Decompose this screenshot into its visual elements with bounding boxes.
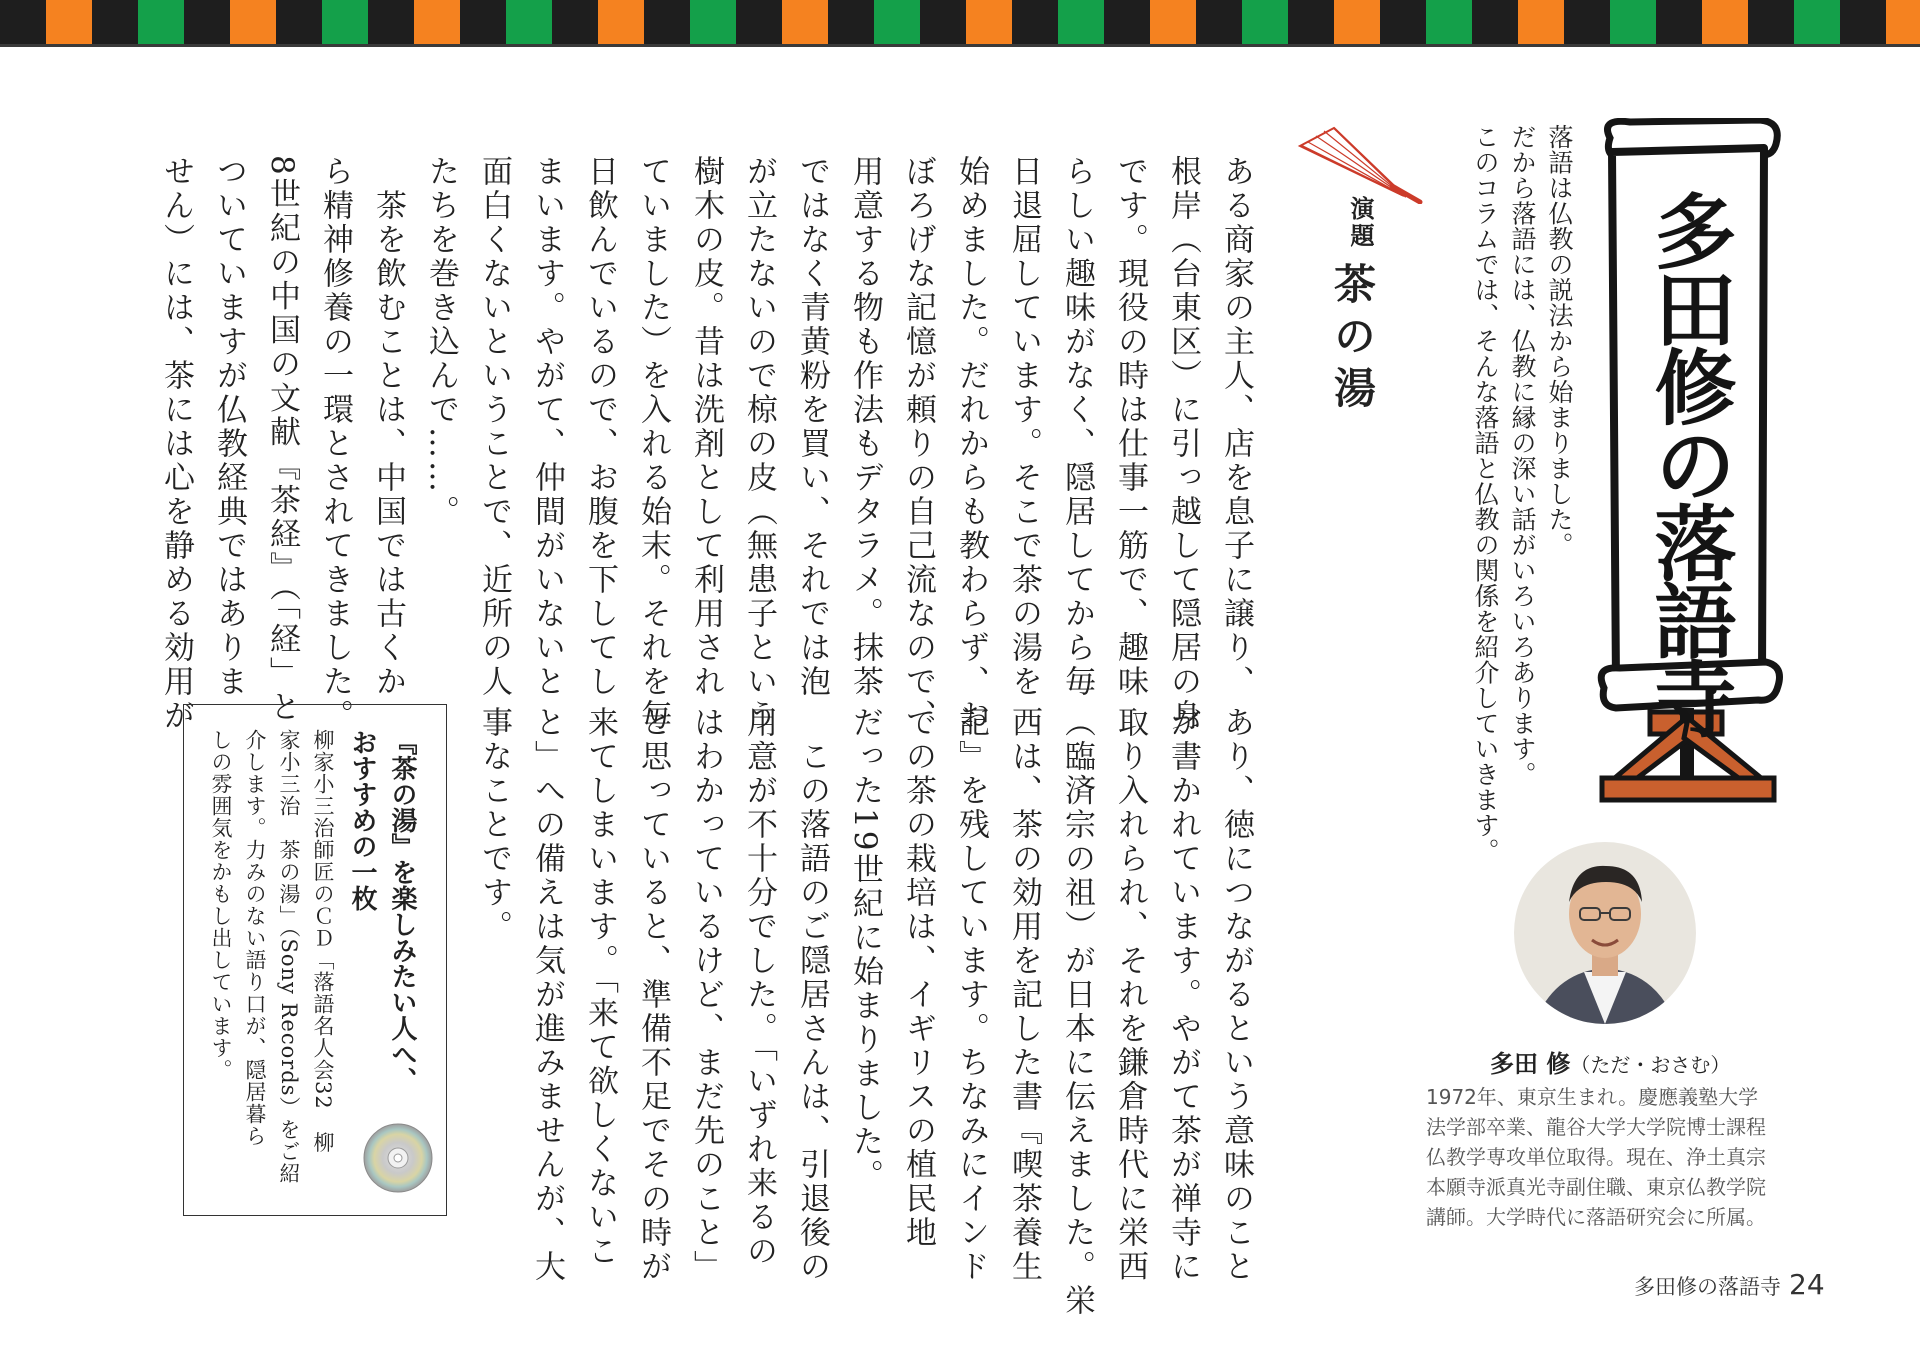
stripe-segment [736, 0, 782, 44]
stripe-divider [0, 44, 1920, 47]
stripe-segment [552, 0, 598, 44]
recommendation-title-line: おすすめの一枚 [347, 729, 377, 911]
program-title: 茶の湯 [1328, 262, 1377, 418]
body-line: 日飲んでいるので、お腹を下してし [582, 155, 618, 699]
stripe-segment [966, 0, 1012, 44]
author-photo [1514, 842, 1696, 1024]
bio-line: 本願寺派真光寺副住職、東京仏教学院 [1426, 1175, 1766, 1199]
stripe-segment [138, 0, 184, 44]
stripe-segment [828, 0, 874, 44]
stripe-segment [1242, 0, 1288, 44]
body-line: ぼろげな記憶が頼りの自己流なので、 [900, 155, 936, 733]
stripe-segment [598, 0, 644, 44]
stripe-segment [276, 0, 322, 44]
intro-line: だから落語には、仏教に縁の深い話がいろいろあります。 [1508, 124, 1537, 787]
recommendation-line: 家小三治 茶の湯」（Sony Records）をご紹 [277, 729, 301, 1185]
recommendation-body [204, 729, 340, 1185]
body-line: 茶を飲むことは、中国では古くか [370, 155, 406, 699]
author-name-reading: （ただ・おさむ） [1570, 1053, 1731, 1077]
article-body-lower [467, 706, 1262, 1318]
stripe-segment [1472, 0, 1518, 44]
article-body-upper [149, 155, 1262, 733]
stripe-segment [460, 0, 506, 44]
stripe-segment [414, 0, 460, 44]
author-avatar [1514, 842, 1696, 1024]
title-banner [1590, 118, 1786, 818]
body-line: らしい趣味がなく、隠居してから毎 [1059, 155, 1095, 699]
body-line: と思っていると、準備不足でその時が [635, 706, 671, 1284]
bio-line: 法学部卒業、龍谷大学大学院博士課程 [1426, 1115, 1766, 1139]
author-name [1490, 1044, 1730, 1079]
body-line: ら精神修養の一環とされてきました。 [317, 155, 353, 733]
stripe-segment [184, 0, 230, 44]
stripe-segment [368, 0, 414, 44]
stripe-segment [920, 0, 966, 44]
stripe-segment [1012, 0, 1058, 44]
stripe-segment [1794, 0, 1840, 44]
author-bio [1426, 1082, 1796, 1232]
recommendation-line: 介します。力みのない語り口が、隠居暮ら [243, 729, 267, 1147]
stripe-segment [1058, 0, 1104, 44]
bio-line: 仏教学専攻単位取得。現在、浄土真宗 [1426, 1145, 1766, 1169]
cd-icon [362, 1122, 434, 1194]
body-line: ていました）を入れる始末。それを毎 [635, 155, 671, 733]
body-line: だった19世紀に始まりました。 [847, 706, 883, 1194]
stripe-segment [782, 0, 828, 44]
body-line: 取り入れられ、それを鎌倉時代に栄西 [1112, 706, 1148, 1284]
body-line: 日退屈しています。そこで茶の湯を [1006, 155, 1042, 699]
body-line: が書かれています。やがて茶が禅寺に [1165, 706, 1201, 1284]
stripe-segment [1656, 0, 1702, 44]
body-line: ある商家の主人、店を息子に譲り、 [1218, 155, 1254, 699]
stripe-segment [46, 0, 92, 44]
body-line: はわかっているけど、まだ先のこと」 [688, 706, 724, 1284]
stripe-segment [1150, 0, 1196, 44]
body-line: での茶の栽培は、イギリスの植民地 [900, 706, 936, 1250]
bio-line: 講師。大学時代に落語研究会に所属。 [1426, 1205, 1766, 1229]
body-line: 始めました。だれからも教わらず、お [953, 155, 989, 733]
recommendation-title-line: 『茶の湯』を楽しみたい人へ、 [387, 729, 417, 1093]
stripe-segment [0, 0, 46, 44]
body-line: 樹木の皮。昔は洗剤として利用され [688, 155, 724, 699]
stripe-segment [1748, 0, 1794, 44]
recommendation-line: しの雰囲気をかもし出しています。 [209, 729, 233, 1081]
stripe-segment [230, 0, 276, 44]
stripe-segment [1334, 0, 1380, 44]
fan-icon [1294, 124, 1424, 204]
intro-line: 落語は仏教の説法から始まりました。 [1545, 124, 1574, 558]
stripe-segment [506, 0, 552, 44]
stripe-segment [874, 0, 920, 44]
body-line: 記』を残しています。ちなみにインド [953, 706, 989, 1284]
body-line: まいます。やがて、仲間がいないと [529, 155, 565, 699]
column-intro [1467, 124, 1578, 864]
author-name-text: 多田 修 [1490, 1050, 1571, 1078]
body-line: 西は、茶の効用を記した書『喫茶養生 [1006, 706, 1042, 1284]
stripe-segment [1426, 0, 1472, 44]
intro-line: このコラムでは、そんな落語と仏教の関係を紹介していきます。 [1471, 124, 1500, 864]
program-label: 演題 [1346, 196, 1374, 250]
bio-line: 1972年、東京生まれ。慶應義塾大学 [1426, 1085, 1759, 1109]
stripe-segment [1288, 0, 1334, 44]
body-line: ではなく青黄粉を買い、それでは泡 [794, 155, 830, 699]
page-footer [1634, 1268, 1825, 1301]
recommendation-title [342, 729, 422, 1093]
stripe-segment [1104, 0, 1150, 44]
body-line: せん）には、茶には心を静める効用が [158, 155, 194, 733]
recommendation-line: 柳家小三治師匠のＣＤ「落語名人会32 柳 [311, 729, 335, 1154]
recommendation-box [183, 704, 447, 1216]
body-line: この落語のご隠居さんは、引退後の [794, 706, 830, 1284]
page-number: 24 [1789, 1268, 1825, 1301]
stripe-segment [1380, 0, 1426, 44]
stripe-segment [1196, 0, 1242, 44]
body-line: 事なことです。 [476, 706, 512, 944]
stripe-segment [1886, 0, 1920, 44]
body-line: 根岸（台東区）に引っ越して隠居の身 [1165, 155, 1201, 733]
stripe-segment [92, 0, 138, 44]
body-line: あり、徳につながるという意味のこと [1218, 706, 1254, 1284]
body-line: が立たないので椋の皮（無患子という [741, 155, 777, 733]
body-line: たちを巻き込んで……。 [423, 155, 459, 529]
stripe-segment [644, 0, 690, 44]
body-line: （臨済宗の祖）が日本に伝えました。栄 [1059, 706, 1095, 1318]
top-stripe-border [0, 0, 1920, 44]
body-line: 用意する物も作法もデタラメ。抹茶 [847, 155, 883, 699]
body-line: 8世紀の中国の文献『茶経』（「経」と [264, 155, 300, 725]
stripe-segment [1518, 0, 1564, 44]
stripe-segment [1564, 0, 1610, 44]
stripe-segment [1702, 0, 1748, 44]
body-line: 用意が不十分でした。「いずれ来るの [741, 706, 777, 1269]
footer-column-name: 多田修の落語寺 [1634, 1275, 1781, 1299]
stripe-segment [1840, 0, 1886, 44]
body-line: 来てしまいます。「来て欲しくないこ [582, 706, 618, 1269]
body-line: です。現役の時は仕事一筋で、趣味 [1112, 155, 1148, 699]
body-line: と」への備えは気が進みませんが、大 [529, 706, 565, 1284]
banner-title: 多田修の落語寺 [1641, 189, 1736, 735]
body-line: ついていますが仏教経典ではありま [211, 155, 247, 699]
stripe-segment [690, 0, 736, 44]
stripe-segment [322, 0, 368, 44]
stripe-segment [1610, 0, 1656, 44]
body-line: 面白くないということで、近所の人 [476, 155, 512, 699]
